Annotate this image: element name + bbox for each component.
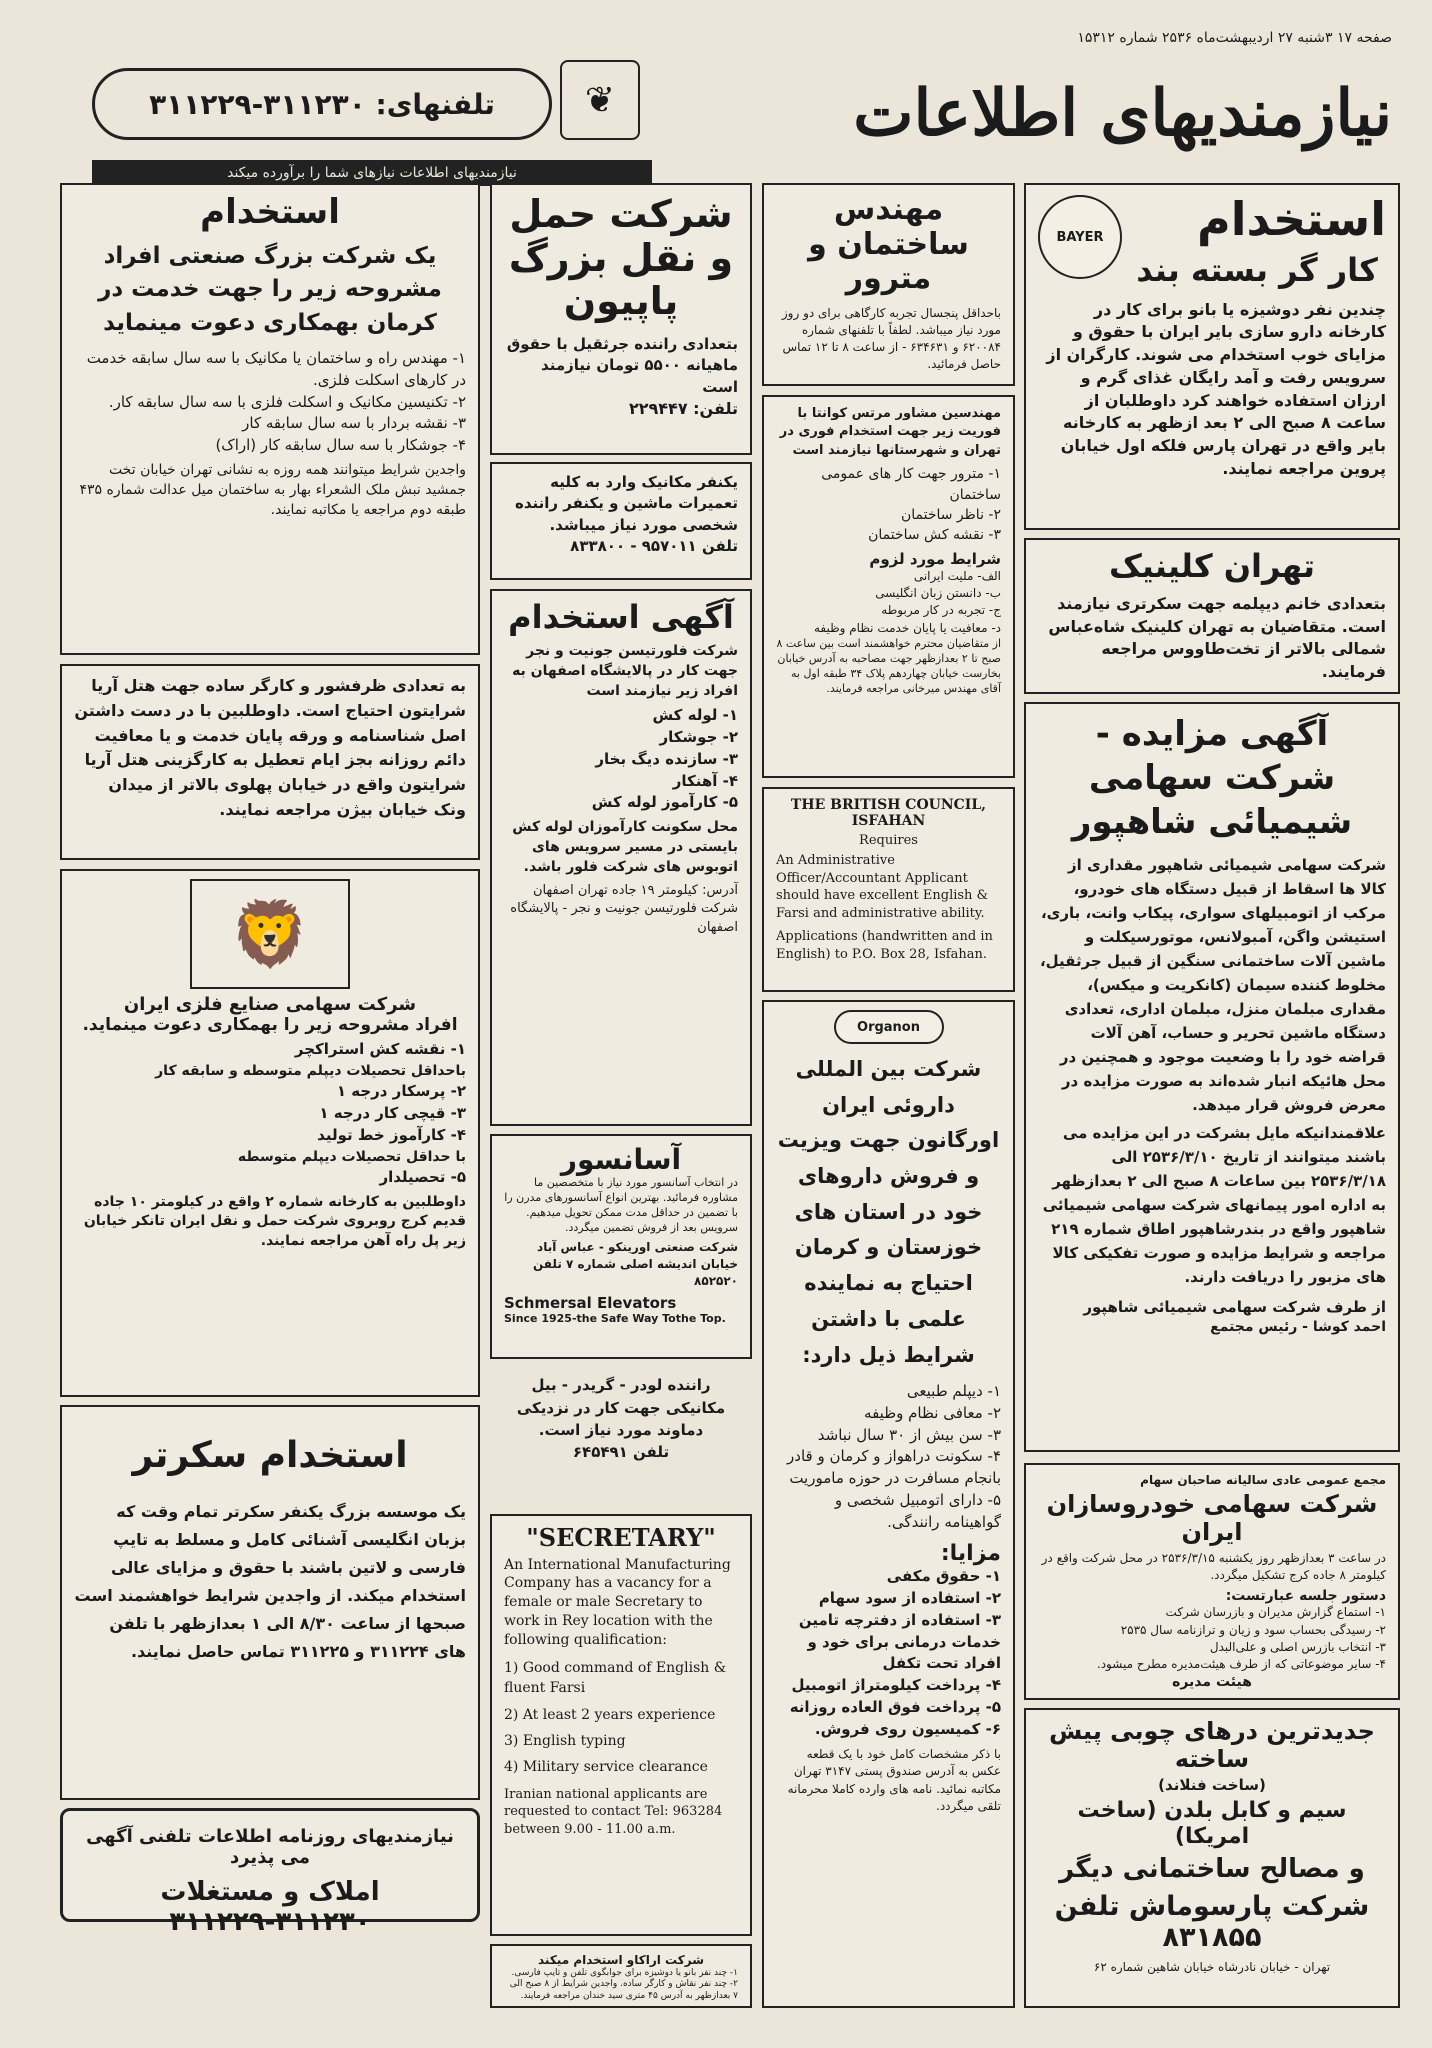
auction-title: آگهی مزایده - شرکت سهامی شیمیائی شاهپور <box>1071 714 1353 843</box>
arak-title: شرکت اراکاو استخدام میکند <box>538 1953 704 1967</box>
doors-title: جدیدترین درهای چوبی پیش ساخته <box>1049 1717 1375 1773</box>
auction-signer: احمد کوشا - رئیس مجتمع <box>1210 1318 1386 1335</box>
list-item: د- معافیت یا پایان خدمت نظام وظیفه <box>813 620 1001 635</box>
ad-consultant <box>762 395 1015 778</box>
list-item: ۲- رسیدگی بحساب سود و زیان و ترازنامه سال ۲۵۳۵ <box>1120 1622 1386 1637</box>
list-item: ۱- مترور جهت کار های عمومی ساختمان <box>821 466 1001 503</box>
list-item: با حداقل تحصیلات دیپلم متوسطه <box>237 1148 466 1165</box>
ad-organon <box>762 1000 1015 2008</box>
ad-arak <box>490 1944 752 2008</box>
ad-bayer <box>1024 183 1400 530</box>
secretary-fa-title: استخدام سکرتر <box>132 1435 408 1476</box>
doors-address: تهران - خیابان نادرشاه خیابان شاهین شماره ۶۲ <box>1093 1960 1331 1975</box>
ad-elevator <box>490 1134 752 1359</box>
list-item: 3) English typing <box>504 1732 626 1749</box>
doors-line3: و مصالح ساختمانی دیگر <box>1059 1854 1365 1885</box>
ad-doors <box>1024 1708 1400 2008</box>
list-item: ۴- سایر موضوعاتی که از طرف هیئت‌مدیره مطرح میشود. <box>1096 1657 1386 1672</box>
organon-title: شرکت بین المللی داروئی ایران اورگانون جهت ویزیت و فروش داروهای خود در استان های خوزستان و کرمان احتیاج به نماینده علمی با داشتن شرایط ذیل دارد: <box>777 1057 1000 1367</box>
list-item: ۲- معافی نظام وظیفه <box>864 1403 1001 1422</box>
secretary-items <box>504 1658 738 1777</box>
industrial-footer: واجدین شرایط میتوانند همه روزه به نشانی تهران خیابان تخت جمشید نبش ملک الشعراء بهار به ساختمان میل عدالت شماره ۴۳۵ طبقه دوم مراجعه یا مکاتبه نمایند. <box>79 461 466 518</box>
list-item: ۲- جوشکار <box>659 728 738 747</box>
consultant-footer: از متقاضیان محترم خواهشمند است بین ساعت ۸ صبح تا ۲ بعدازظهر جهت مصاحبه به آدرس خیابان بخارست خیابان چهاردهم پلاک ۳۴ طبقه اول به آقای مهندس میرخانی مراجعه فرمایند. <box>776 637 1001 695</box>
british-requires: Requires <box>859 833 918 849</box>
auction-body2: علاقمندانیکه مایل بشرکت در این مزایده می باشند میتوانند از تاریخ ۲۵۳۶/۳/۱۰ الی ۲۵۳۶/۳/۱۸ بین ساعات ۸ صبح الی ۲ بعدازظهر به اداره امور پیمانهای شرکت سهامی شیمیائی شاهپور واقع در بندرشاهپور اطاق شماره ۲۱۹ مراجعه و شرایط مزایده و صورت تفکیکی کالا های مزبور را دریافت دارند. <box>1042 1123 1386 1286</box>
emblem-icon: ❦ <box>560 60 640 140</box>
industrial-items <box>74 348 466 457</box>
lion-logo-icon: 🦁 <box>190 879 350 989</box>
list-item: ۱- دیپلم طبیعی <box>906 1382 1001 1401</box>
auction-sign: از طرف شرکت سهامی شیمیائی شاهپور <box>1083 1297 1386 1316</box>
ad-mechanic <box>490 462 752 580</box>
list-item: الف- ملیت ایرانی <box>913 568 1001 583</box>
phones-box <box>92 68 552 140</box>
footer-note-line1: نیازمندیهای روزنامه اطلاعات تلفنی آگهی می پذیرد <box>86 1826 454 1868</box>
bayer-logo-icon: BAYER <box>1038 195 1122 279</box>
footer-note <box>60 1808 480 1938</box>
khodro-body: در ساعت ۳ بعدازظهر روز یکشنبه ۲۵۳۶/۳/۱۵ در محل شرکت واقع در کیلومتر ۸ جاده کرج تشکیل میگردد. <box>1041 1551 1386 1583</box>
metal-items <box>74 1039 466 1188</box>
elevator-brand: Schmersal Elevators <box>504 1293 677 1312</box>
list-item: ۱- لوله کش <box>652 706 738 725</box>
ad-secretary-en <box>490 1514 752 1936</box>
organon-logo-icon: Organon <box>834 1010 944 1044</box>
metal-footer: داوطلبین به کارخانه شماره ۲ واقع در کیلومتر ۱۰ جاده قدیم کرج روبروی شرکت حمل و نقل ایران تانکر خیابان زیر پل راه آهن مراجعه نمایند. <box>83 1193 466 1250</box>
ad-industrial <box>60 183 480 655</box>
list-item: ۴- کارآموز خط تولید <box>317 1125 466 1144</box>
ad-khodro <box>1024 1463 1400 1700</box>
list-item: ۳- قیچی کار درجه ۱ <box>319 1104 466 1123</box>
british-applications: Applications (handwritten and in English) to P.O. Box 28, Isfahan. <box>776 929 993 962</box>
masthead <box>712 58 1392 168</box>
list-item: ۳- سازنده دیگ بخار <box>595 749 738 768</box>
hotel-body: به تعدادی ظرفشور و کارگر ساده جهت هتل آریا شرایتون احتیاج است. داوطلبین با در دست داشتن اصل شناسنامه و ورقه پایان خدمت و یا معافیت دائم روزانه بجز ایام تعطیل به کارگزینی هتل آریا شرایتون واقع در خیابان پهلوی بالاتر از میدان ونک خیابان بیژن مراجعه نمایند. <box>74 676 466 819</box>
list-item: ۳- نقشه بردار با سه سال سابقه کار <box>242 414 466 433</box>
list-item: ۶- کمیسیون روی فروش. <box>814 1719 1001 1738</box>
secretary-fa-body: یک موسسه بزرگ یکنفر سکرتر تمام وقت که بزبان انگلیسی آشنائی کامل و مسلط به تایپ فارسی و لاتین باشند با حقوق و مزایای عالی استخدام میکند. از واجدین شرایط خواهشمند است صبحها از ساعت ۸/۳۰ الی ۱ بعدازظهر با تلفن های ۳۱۱۲۲۴ و ۳۱۱۲۲۵ تماس حاصل نمایند. <box>74 1502 466 1662</box>
fluor-items <box>504 705 738 814</box>
secretary-footer: Iranian national applicants are requested to contact Tel: 963284 between 9.00 - 11.00 a.m. <box>504 1786 723 1837</box>
list-item: ۵- کارآموز لوله کش <box>591 793 738 812</box>
consultant-conds <box>776 568 1001 638</box>
ad-transport <box>490 183 752 455</box>
consultant-items <box>776 464 1001 545</box>
list-item: ۴- سکونت دراهواز و کرمان و قادر بانجام مسافرت در حوزه ماموریت <box>787 1447 1001 1488</box>
list-item: ۳- استفاده از دفترچه تامین خدمات درمانی برای خود و افراد تحت تکفل <box>798 1610 1001 1673</box>
metal-company: شرکت سهامی صنایع فلزی ایران <box>123 994 417 1015</box>
list-item: ۴- پرداخت کیلومتراژ اتومبیل <box>791 1676 1001 1695</box>
british-body: An Administrative Officer/Accountant Applicant should have excellent English & Farsi and administrative ability. <box>776 853 989 921</box>
fluor-address: آدرس: کیلومتر ۱۹ جاده تهران اصفهان شرکت فلورتیسن جونیت و نجر - پالایشگاه اصفهان <box>510 882 738 935</box>
secretary-intro: An International Manufacturing Company has a vacancy for a female or male Secretary to work in Rey location with the following qualification: <box>504 1556 731 1649</box>
list-item: 1) Good command of English & fluent Farsi <box>504 1660 727 1697</box>
list-item: ۳- سن بیش از ۳۰ سال نباشد <box>817 1425 1001 1444</box>
metal-intro: افراد مشروحه زیر را بهمکاری دعوت مینماید. <box>82 1014 458 1035</box>
driver-body: راننده لودر - گریدر - بیل مکانیکی جهت کار در نزدیکی دماوند مورد نیاز است. <box>516 1376 726 1439</box>
elevator-address: شرکت صنعتی اورینکو - عباس آباد خیابان اندیشه اصلی شماره ۷ تلفن ۸۵۲۵۲۰ <box>532 1239 738 1288</box>
ad-metal <box>60 869 480 1397</box>
engineer-title: مهندس ساختمان و مترور <box>808 192 969 296</box>
engineer-body: باحداقل پنجسال تجربه کارگاهی برای دو روز مورد نیاز میباشد. لطفاً با تلفنهای شماره ۶۲۰۰۸۴ و ۶۳۴۶۳۱ - از ساعت ۸ تا ۱۲ تماس حاصل فرمائید. <box>781 305 1001 371</box>
transport-body: بتعدادی راننده جرثقیل با حقوق ماهیانه ۵۵۰۰ تومان نیازمند است <box>506 335 738 396</box>
transport-title: شرکت حمل و نقل بزرگ پاپیون <box>508 192 734 324</box>
list-item: ۱- نقشه کش استراکچر <box>294 1040 466 1059</box>
khodro-heading: مجمع عمومی عادی سالیانه صاحبان سهام <box>1140 1473 1386 1487</box>
list-item: ۵- تحصیلدار <box>379 1167 466 1186</box>
list-item: ۵- پرداخت فوق العاده روزانه <box>789 1697 1001 1716</box>
clinic-title: تهران کلینیک <box>1108 547 1316 585</box>
list-item: ۲- استفاده از سود سهام <box>818 1589 1001 1608</box>
organon-benefits <box>776 1566 1001 1740</box>
auction-body: شرکت سهامی شیمیائی شاهپور مقداری از کالا ها اسقاط از قبیل دستگاه های خودرو، مرکب از اتومبیلهای سواری، پیکاب وانت، باری، استیشن واگن، آمبولانس، موتورسیکلت و ماشین آلات ساختمانی سنگین از قبیل جرثقیل، مخلوط کننده سیمان (کانکریت و میکس)، مقداری مبلمان منزل، مبلمان اداری، تعدادی دستگاه ماشین تحریر و حساب، آهن آلات قراضه خود را با وضعیت موجود و همچنین در محل هائیکه انبار شده‌اند به صورت مزایده در معرض فروش قرار میدهد. <box>1039 855 1386 1114</box>
ad-secretary-fa <box>60 1405 480 1800</box>
industrial-headline: یک شرکت بزرگ صنعتی افراد مشروحه زیر را جهت خدمت در کرمان بهمکاری دعوت مینماید <box>98 243 442 336</box>
bayer-title: استخدام <box>1197 192 1386 246</box>
industrial-title: استخدام <box>200 192 340 232</box>
list-item: ۵- دارای اتومبیل شخصی و گواهینامه رانندگی. <box>834 1490 1001 1531</box>
organon-conds <box>776 1381 1001 1533</box>
khodro-sign: هیئت مدیره <box>1172 1673 1252 1690</box>
consultant-intro: مهندسین مشاور مرتس کوانتا با فوریت زیر جهت استخدام فوری در تهران و شهرستانها نیازمند است <box>779 406 1001 458</box>
doors-company: شرکت پارسوماش تلفن ۸۳۱۸۵۵ <box>1054 1890 1370 1953</box>
list-item: ۲- ناظر ساختمان <box>900 506 1001 523</box>
list-item: 4) Military service clearance <box>504 1759 708 1776</box>
issue-line: صفحه ۱۷ ۳شنبه ۲۷ اردیبهشت‌ماه ۲۵۳۶ شماره ۱۵۳۱۲ <box>1077 30 1392 46</box>
list-item: ۴- جوشکار با سه سال سابقه کار (اراک) <box>215 436 466 455</box>
organon-footer: با ذکر مشخصات کامل خود با یک قطعه عکس به آدرس صندوق پستی ۳۱۴۷ تهران مکاتبه نمائید. نامه های وارده کاملا محرمانه تلقی میگردد. <box>787 1747 1001 1813</box>
list-item: 2) At least 2 years experience <box>504 1706 716 1723</box>
fluor-footer: محل سکونت کارآموزان لوله کش بایستی در مسیر سرویس های اتوبوس های شرکت فلور باشد. <box>512 819 738 875</box>
secretary-title: "SECRETARY" <box>526 1523 716 1552</box>
footer-note-line2: املاک و مستغلات ۳۱۱۲۳۰-۳۱۱۲۲۹ <box>160 1877 380 1938</box>
fluor-title: آگهی استخدام <box>508 598 734 636</box>
elevator-title: آسانسور <box>560 1143 682 1176</box>
list-item: ۱- استماع گزارش مدیران و بازرسان شرکت <box>1165 1605 1386 1620</box>
elevator-body: در انتخاب آسانسور مورد نیاز با متخصصین ما مشاوره فرمائید. بهترین انواع آسانسورهای مدرن را با تضمین در حداقل مدت ممکن تحویل میدهیم. سرویس بعد از فروش تضمین میگردد. <box>504 1176 738 1234</box>
ad-auction <box>1024 702 1400 1452</box>
list-item: ب- دانستن زبان انگلیسی <box>875 585 1001 600</box>
organon-benefits-title: مزایا: <box>940 1541 1001 1567</box>
list-item: باحداقل تحصیلات دیپلم متوسطه و سابقه کار <box>155 1062 466 1079</box>
ad-clinic <box>1024 538 1400 694</box>
list-item: ۲- تکنیسین مکانیک و اسکلت فلزی با سه سال سابقه کار. <box>108 392 466 411</box>
ad-fluor <box>490 589 752 1126</box>
bayer-body: چندین نفر دوشیزه یا بانو برای کار در کارخانه دارو سازی بایر ایران با حقوق و مزایای خوب استخدام می شوند. کارگران از سرویس رفت و آمد رایگان غذای گرم و ارزان استفاده خواهند کرد داوطلبان از ساعت ۸ صبح الی ۲ بعد ازظهر به کارخانه بایر واقع در تهران پارس فلکه اول خیابان پروین مراجعه نمایند. <box>1046 299 1386 478</box>
khodro-agenda <box>1038 1604 1386 1674</box>
list-item: ۱- حقوق مکفی <box>886 1567 1001 1586</box>
british-title: THE BRITISH COUNCIL, ISFAHAN <box>790 797 987 830</box>
khodro-title: شرکت سهامی خودروسازان ایران <box>1046 1490 1378 1546</box>
masthead-title: نیازمندیهای اطلاعات <box>853 75 1392 151</box>
mechanic-body: یکنفر مکانیک وارد به کلیه تعمیرات ماشین و یکنفر راننده شخصی مورد نیاز میباشد. <box>515 473 738 534</box>
transport-phone: تلفن: ۲۲۹۴۴۷ <box>628 398 738 418</box>
ad-hotel <box>60 664 480 860</box>
list-item: ۱- مهندس راه و ساختمان یا مکانیک با سه سال سابقه خدمت در کارهای اسکلت فلزی. <box>86 349 466 389</box>
arak-body: ۱- چند نفر بانو یا دوشیزه برای جوابگوی تلفن و تایپ فارسی. ۲- چند نفر نقاش و کارگر ساده. واجدین شرایط از ۸ صبح الی ۷ بعدازظهر به آدرس ۴۵ متری سید خندان مراجعه فرمایند. <box>509 1967 738 2002</box>
fluor-intro: شرکت فلورتیسن جونیت و نجر جهت کار در پالایشگاه اصفهان به افراد زیر نیازمند است <box>512 642 738 699</box>
ad-british-council <box>762 787 1015 992</box>
list-item: ۳- انتخاب بازرس اصلی و علی‌البدل <box>1209 1640 1386 1655</box>
tagline: نیازمندیهای اطلاعات نیازهای شما را برآورده میکند <box>227 165 517 181</box>
consultant-cond-title: شرایط مورد لزوم <box>869 549 1001 568</box>
doors-sub1: (ساخت فنلاند) <box>1158 1776 1266 1795</box>
driver-phone: تلفن ۶۴۵۴۹۱ <box>572 1442 670 1461</box>
list-item: ج- تجربه در کار مربوطه <box>881 603 1001 618</box>
list-item: ۴- آهنکار <box>672 771 738 790</box>
ad-driver <box>490 1366 752 1507</box>
list-item: ۲- پرسکار درجه ۱ <box>336 1082 466 1101</box>
mechanic-phone: تلفن ۹۵۷۰۱۱ - ۸۳۳۸۰۰ <box>570 536 738 555</box>
khodro-agenda-title: دستور جلسه عبارتست: <box>1225 1588 1386 1605</box>
elevator-slogan: Since 1925-the Safe Way Tothe Top. <box>504 1311 726 1325</box>
list-item: ۳- نقشه کش ساختمان <box>868 527 1001 544</box>
header-phones: تلفنهای: ۳۱۱۲۳۰-۳۱۱۲۲۹ <box>149 87 495 121</box>
ad-engineer <box>762 183 1015 386</box>
clinic-body: بتعدادی خانم دیپلمه جهت سکرتری نیازمند است. متقاضیان به تهران کلینیک شاه‌عباس شمالی بالاتر از تخت‌طاووس مراجعه فرمایند. <box>1048 593 1386 681</box>
doors-line2: سیم و کابل بلدن (ساخت امریکا) <box>1077 1798 1347 1849</box>
bayer-subtitle: کار گر بسته بند <box>1136 250 1378 289</box>
